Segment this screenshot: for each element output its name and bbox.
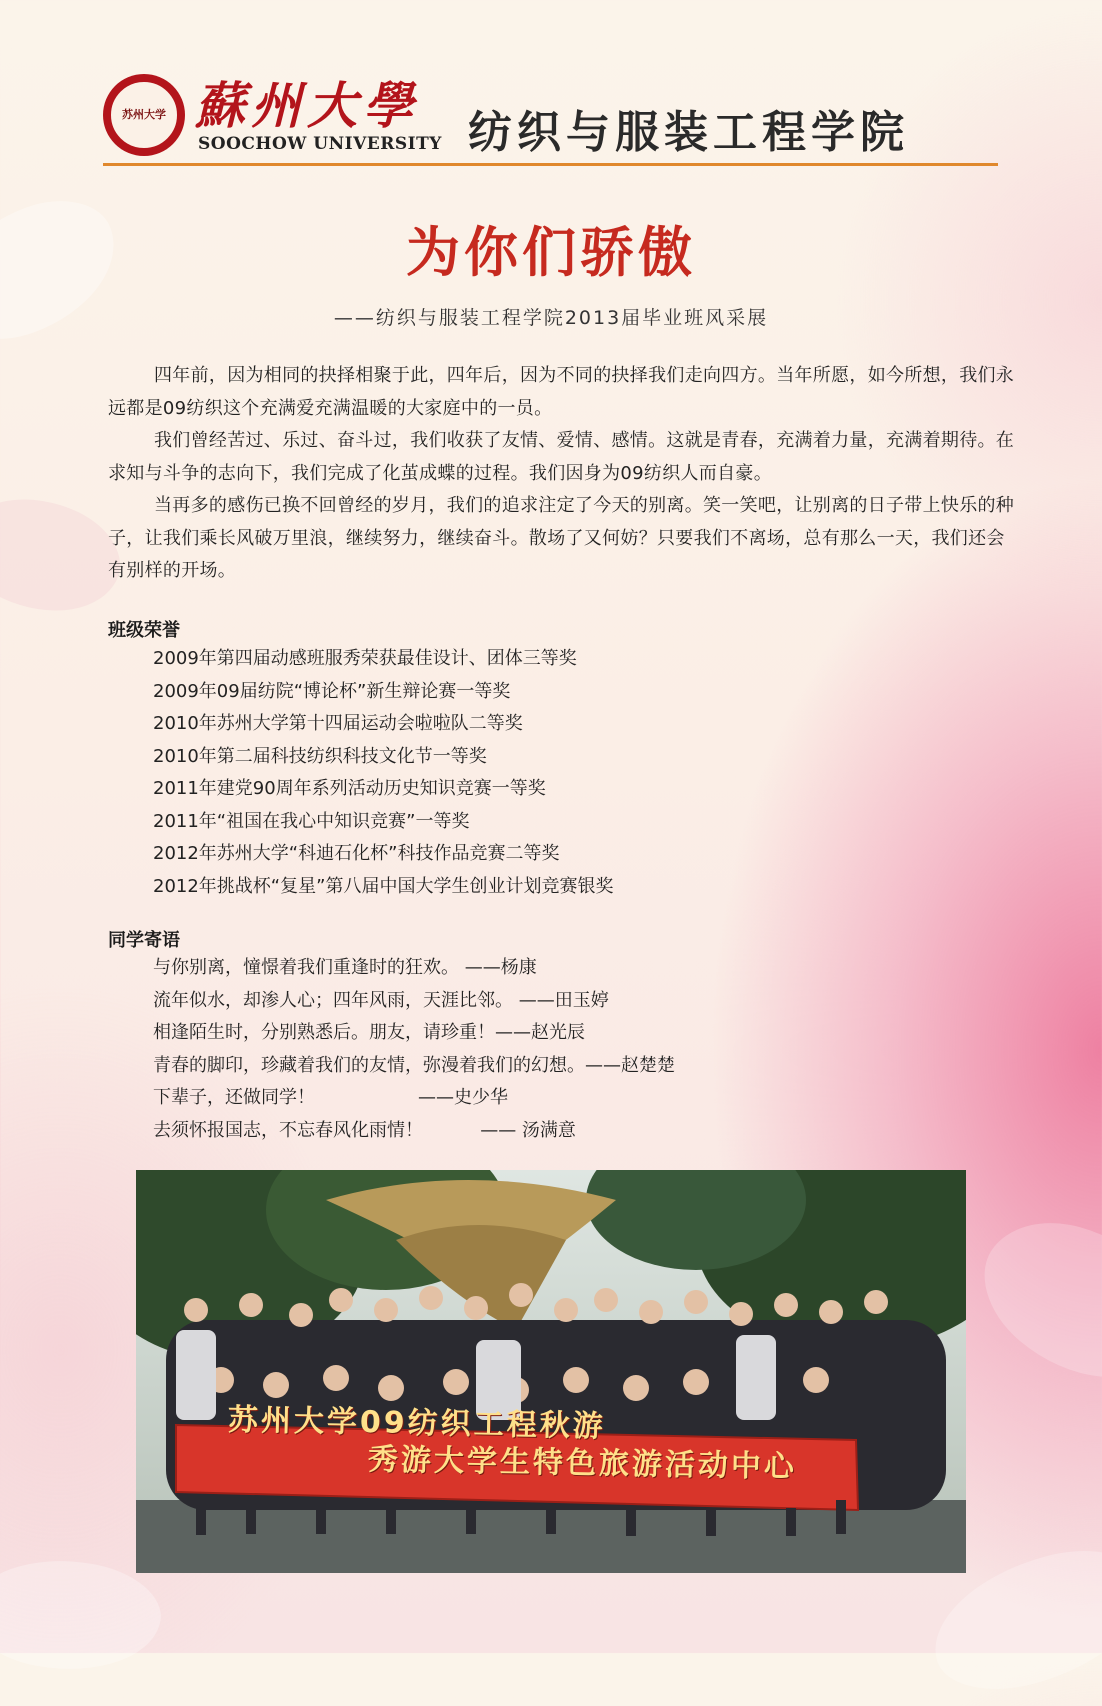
group-photo-illustration bbox=[136, 1170, 966, 1573]
list-item: 2010年苏州大学第十四届运动会啦啦队二等奖 bbox=[153, 713, 523, 734]
intro-paragraph: 四年前，因为相同的抉择相聚于此，四年后，因为不同的抉择我们走向四方。当年所愿，如今所想，我们永远都是09纺织这个充满爱充满温暖的大家庭中的一员。 bbox=[108, 365, 1015, 419]
page-header bbox=[103, 66, 998, 166]
university-name-cn: 蘇州大學 bbox=[195, 76, 419, 135]
list-item: 青春的脚印，珍藏着我们的友情，弥漫着我们的幻想。——赵楚楚 bbox=[153, 1054, 675, 1076]
messages-list bbox=[153, 952, 675, 1147]
honors-heading: 班级荣誉 bbox=[108, 620, 180, 641]
list-item: 2011年建党90周年系列活动历史知识竞赛一等奖 bbox=[153, 778, 546, 799]
messages-heading: 同学寄语 bbox=[108, 930, 180, 951]
page-subtitle: ——纺织与服装工程学院2013届毕业班风采展 bbox=[333, 307, 769, 329]
university-seal-logo bbox=[103, 74, 185, 156]
list-item: 2009年第四届动感班服秀荣获最佳设计、团体三等奖 bbox=[153, 648, 577, 669]
list-item: 相逢陌生时，分别熟悉后。朋友，请珍重！——赵光辰 bbox=[153, 1022, 585, 1043]
banner-text-line1: 苏州大学09纺织工程秋游 bbox=[227, 1402, 606, 1445]
banner-text-line2: 秀游大学生特色旅游活动中心 bbox=[367, 1442, 798, 1485]
intro-paragraph: 我们曾经苦过、乐过、奋斗过，我们收获了友情、爱情、感情。这就是青春，充满着力量，充满着期待。在求知与斗争的志向下，我们完成了化茧成蝶的过程。我们因身为09纺织人而自豪。 bbox=[108, 430, 1015, 484]
honors-list bbox=[153, 643, 613, 903]
list-item: 下辈子，还做同学！ ——史少华 bbox=[153, 1087, 508, 1108]
seal-center: 苏州大学 bbox=[111, 82, 177, 148]
intro-text bbox=[108, 360, 1018, 588]
list-item: 2012年苏州大学“科迪石化杯”科技作品竞赛二等奖 bbox=[153, 843, 560, 864]
list-item: 流年似水，却渗人心；四年风雨，天涯比邻。 ——田玉婷 bbox=[153, 989, 609, 1011]
list-item: 2012年挑战杯“复星”第八届中国大学生创业计划竞赛银奖 bbox=[153, 875, 614, 897]
header-divider bbox=[103, 163, 998, 166]
list-item: 2010年第二届科技纺织科技文化节一等奖 bbox=[153, 745, 487, 767]
page-title: 为你们骄傲 bbox=[406, 221, 696, 284]
list-item: 去须怀报国志，不忘春风化雨情！ —— 汤满意 bbox=[153, 1119, 576, 1141]
group-photo bbox=[136, 1170, 966, 1573]
college-name: 纺织与服装工程学院 bbox=[468, 107, 909, 158]
list-item: 2011年“祖国在我心中知识竞赛”一等奖 bbox=[153, 810, 470, 832]
decorative-petal bbox=[958, 1182, 1102, 1418]
intro-paragraph: 当再多的感伤已换不回曾经的岁月，我们的追求注定了今天的别离。笑一笑吧，让别离的日子带上快乐的种子，让我们乘长风破万里浪，继续努力，继续奋斗。散场了又何妨？只要我们不离场，总有那么一天，我们还会有别样的开场。 bbox=[108, 495, 1015, 581]
list-item: 与你别离，憧憬着我们重逢时的狂欢。 ——杨康 bbox=[153, 957, 537, 978]
university-name-en: SOOCHOW UNIVERSITY bbox=[198, 134, 442, 154]
list-item: 2009年09届纺院“博论杯”新生辩论赛一等奖 bbox=[153, 680, 511, 702]
